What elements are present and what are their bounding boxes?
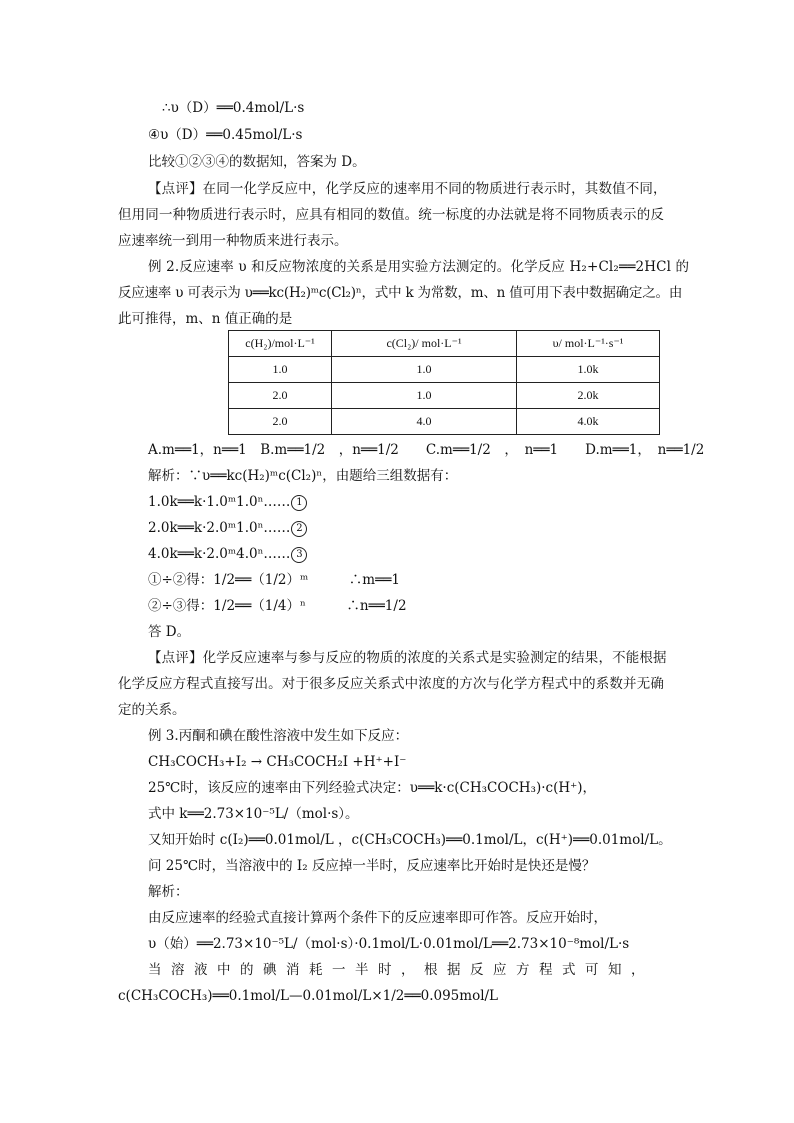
table-cell: 2.0k [517, 383, 660, 409]
example-2-line-3: 此可推得，m、n 值正确的是 [118, 311, 293, 327]
equation-2-text: 2.0k══k·2.0ᵐ1.0ⁿ…… [148, 520, 291, 536]
table-cell: 1.0 [229, 357, 332, 383]
circled-number: 2 [291, 521, 307, 537]
answer-line: 答 D。 [148, 624, 191, 640]
example-2-line-2: 反应速率 υ 可表示为 υ══kc(H₂)ᵐc(Cl₂)ⁿ，式中 k 为常数，m、n 值可用下表中数据确定之。由 [118, 285, 683, 301]
table-header: c(H₂)/mol·L⁻¹ [229, 331, 332, 357]
initial-conc-line: 又知开始时 c(I₂)══0.01mol/L ，c(CH₃COCH₃)══0.1mol/L，c(H⁺)══0.01mol/L。 [148, 832, 672, 848]
comment-line-2: 但用同一种物质进行表示时，应具有相同的数值。统一标度的办法就是将不同物质表示的反 [118, 207, 664, 223]
table-cell: 1.0 [332, 357, 517, 383]
comment-2-line-3: 定的关系。 [118, 702, 186, 718]
line-2: 比较①②③④的数据知，答案为 D。 [148, 154, 366, 170]
example-2-line-1: 例 2.反应速率 υ 和反应物浓度的关系是用实验方法测定的。化学反应 H₂+Cl₂══2HCl 的 [148, 259, 690, 275]
derivation-1: ①÷②得：1/2══（1/2）ᵐ ∴m══1 [148, 572, 400, 588]
circled-number: 1 [291, 495, 307, 511]
concentration-line: c(CH₃COCH₃)══0.1mol/L—0.01mol/L×1/2══0.095mol/L [118, 988, 499, 1004]
table-cell: 4.0 [332, 409, 517, 435]
analysis-label: 解析： [148, 884, 189, 900]
answer-options: A.m══1，n══1 B.m══1/2 ，n══1/2 C.m══1/2 ， n══1 D.m══1， n══1/2 [148, 442, 705, 458]
table-cell: 4.0k [517, 409, 660, 435]
initial-rate-line: υ（始）══2.73×10⁻⁵L/（mol·s）·0.1mol/L·0.01mol/L══2.73×10⁻⁸mol/L·s [148, 936, 630, 952]
table-header-row [229, 331, 660, 357]
table-row [229, 383, 660, 409]
equation-3-text: 4.0k══k·2.0ᵐ4.0ⁿ…… [148, 546, 291, 562]
equation-2 [148, 519, 307, 537]
rate-law-line: 25℃时，该反应的速率由下列经验式决定：υ══k·c(CH₃COCH₃)·c(H⁺)， [148, 780, 597, 796]
data-table [228, 330, 660, 435]
analysis-line: 解析：∵υ══kc(H₂)ᵐc(Cl₂)ⁿ，由题给三组数据有： [148, 468, 458, 484]
line-0: ∴υ（D）══0.4mol/L·s [162, 100, 305, 116]
analysis-text: 由反应速率的经验式直接计算两个条件下的反应速率即可作答。反应开始时， [148, 910, 607, 926]
comment-line-3: 应速率统一到用一种物质来进行表示。 [118, 233, 348, 249]
reaction-equation: CH₃COCH₃+I₂ → CH₃COCH₂I +H⁺+I⁻ [148, 754, 407, 770]
table-cell: 2.0 [229, 383, 332, 409]
table-header: υ/ mol·L⁻¹·s⁻¹ [517, 331, 660, 357]
example-3-title: 例 3.丙酮和碘在酸性溶液中发生如下反应： [148, 728, 409, 744]
table-cell: 1.0k [517, 357, 660, 383]
constant-line: 式中 k══2.73×10⁻⁵L/（mol·s）。 [148, 806, 359, 822]
equation-1 [148, 493, 307, 511]
half-consumed-line: 当溶液中的碘消耗一半时，根据反应方程式可知， [148, 962, 654, 978]
line-1: ④υ（D）══0.45mol/L·s [148, 127, 303, 143]
question-line: 问 25℃时，当溶液中的 I₂ 反应掉一半时，反应速率比开始时是快还是慢？ [148, 858, 596, 874]
equation-1-text: 1.0k══k·1.0ᵐ1.0ⁿ…… [148, 494, 291, 510]
comment-2-line-2: 化学反应方程式直接写出。对于很多反应关系式中浓度的方次与化学方程式中的系数并无确 [118, 676, 664, 692]
table-row [229, 357, 660, 383]
comment-line-1: 【点评】在同一化学反应中，化学反应的速率用不同的物质进行表示时，其数值不同， [148, 181, 667, 197]
table-row [229, 409, 660, 435]
circled-number: 3 [291, 547, 307, 563]
equation-3 [148, 545, 307, 563]
table-header: c(Cl₂)/ mol·L⁻¹ [332, 331, 517, 357]
comment-2-line-1: 【点评】化学反应速率与参与反应的物质的浓度的关系式是实验测定的结果，不能根据 [148, 650, 667, 666]
table-cell: 2.0 [229, 409, 332, 435]
table-cell: 1.0 [332, 383, 517, 409]
derivation-2: ②÷③得：1/2══（1/4）ⁿ ∴n══1/2 [148, 598, 407, 614]
